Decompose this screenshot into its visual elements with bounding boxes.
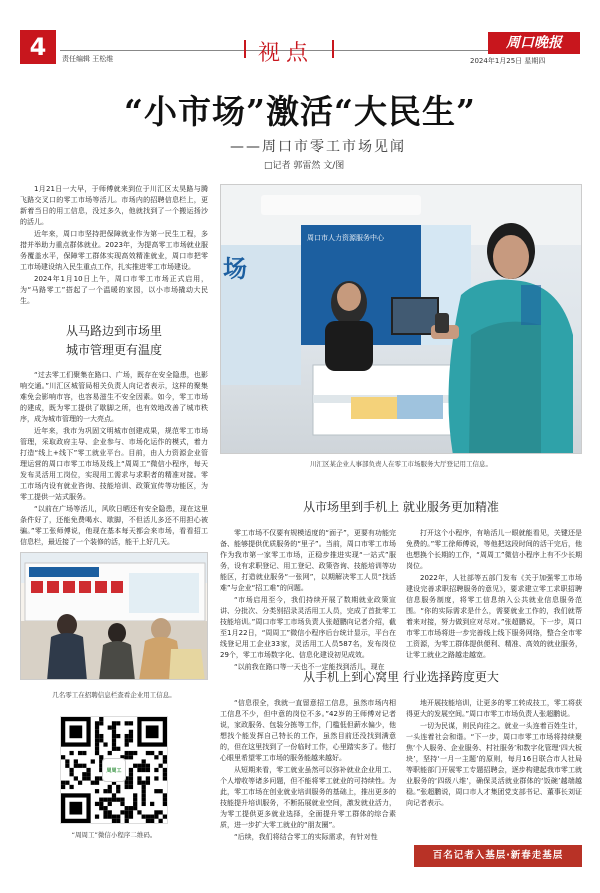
main-photo <box>220 184 582 454</box>
footer-banner: 百名记者入基层·新春走基层 <box>414 845 582 867</box>
section3-paragraph: “后续，我们将结合零工的实际需求，有针对性 <box>234 833 378 841</box>
page-header <box>0 0 600 66</box>
section3-paragraph: 一切为民谋，则民向往之。就业一头连着百姓生计，一头连着社会和谐。“下一步，周口市零工市场将持续聚焦‘个人服务、企业服务、村社服务’和数字化管理‘四大板块’，坚持‘一月一主题’的原则，每月16日联合市人社局等职能部门开展零工专题招聘会，逐步构建起我市零工就业服务的‘四级八维’，确保灵活就业群体的‘饭碗’越端越稳。”张超鹏说，周口市人才集团党支部书记、董事长刘证向记者表示。 <box>406 722 582 807</box>
section2-paragraph: 2022年，人社部等五部门发布《关于加强零工市场建设完善求职招聘服务的意见》，要求建立零工求职招聘信息服务制度，将零工信息纳入公共就业信息服务范围。“你的实际需求是什么，需要就业工作的，我们就帮着来对接，努力做到应对尽对。”张超鹏说，下一步，周口市零工市场将进一步完善线上线下服务网络，整合全市零工资源，为零工群体提供便利、精准、高效的就业服务，让零工就业之路越走越宽。 <box>406 574 582 659</box>
left-photo-caption: 几名零工在招聘信息栏查看企业用工信息。 <box>52 691 176 699</box>
section3-paragraph: 从短期来看，零工就业虽然可以弥补就业企业用工、个人增收等诸多问题，但不能将零工就业的可持续性。为此，零工市场在创业就业培训服务的基础上，推出更多的技能提升培训服务，不断拓展就业空间，激发就业活力，为零工提供更多就业选择，全面提升零工群体的综合素质，进一步扩大零工就业的“朋友圈”。 <box>220 766 396 829</box>
main-photo-illustration <box>221 185 582 454</box>
newspaper-brand: 周口晚报 <box>488 32 580 54</box>
main-photo-caption: 川汇区某企业人事部负责人在零工市场服务大厅登记用工信息。 <box>310 460 492 468</box>
section-bar-right <box>332 40 334 58</box>
section2-paragraph: “市场启用至今，我们持续开展了数期就业政策宣讲、分批次、分类别招录灵活用工人员，完成了首批零工技能培训。”周口市零工市场负责人张超鹏向记者介绍，截至1月22日，“周周工”微信小程序后台统计显示，平台在线登记用工企业33家，灵活用工人员587名，发布岗位29个，零工市场数字化、信息化建设初见成效。 <box>220 596 396 659</box>
section2-title: 从市场里到手机上 就业服务更加精准 <box>303 500 499 514</box>
section1-paragraph: “过去零工们聚集在路口、广场，既存在安全隐患，也影响交通。”川汇区城管局相关负责人向记者表示，这样的聚集难免会影响市容，也容易滋生不安全因素。如今，零工市场的建成，既为零工提供了歇脚之所，也有效地改善了城市秩序，成为城市管理的一大亮点。 <box>20 371 208 423</box>
intro-paragraph: 1月21日一大早，于师傅就来到位于川汇区太昊路与腾飞路交叉口的零工市场等活儿。市场内的招聘信息栏上，更新着当日的用工信息，没过多久，他就找到了一个搬运扬沙的活儿。 <box>20 185 208 226</box>
section2-col-b <box>406 528 582 662</box>
intro-paragraph: 2024年1月10日上午，周口市零工市场正式启用，为“马路零工”搭起了一个温暖的家园，以小市场撬动大民生。 <box>20 275 208 305</box>
section1-title <box>20 322 208 360</box>
subheadline: ——周口市零工市场见闻 <box>230 139 406 155</box>
issue-date: 2024年1月25日 星期四 <box>470 57 546 65</box>
section2-paragraph: 打开这个小程序，有啥活儿一眼就能看见，关键还是免费的。”零工徐师傅说，等他把这段时间的活干完后，他也想换个长期的工作，“周周工”微信小程序上有不少长期岗位。 <box>406 529 582 570</box>
section2-paragraph: 零工市场不仅要有规模适度的“面子”，更要有功能完备、能够提供优质服务的“里子”。当前，周口市零工市场作为我市第一家零工市场，正稳步推进实现“一站式”服务，设有求职登记、用工登记、政策咨询、技能培训等功能区，打造就业服务“一张网”，以期解决零工人员“找活难”与企业“招工难”的问题。 <box>220 529 396 592</box>
section2-col-a <box>220 528 396 674</box>
intro-text <box>20 184 208 308</box>
section3-title: 从手机上到心窝里 行业选择跨度更大 <box>303 670 499 684</box>
byline: □记者 郭雷然 文/图 <box>264 161 345 171</box>
section1-text <box>20 370 208 549</box>
section1-paragraph: “以前在广场等活儿，风吹日晒还有安全隐患，现在这里条件好了，还能免费喝水、歇脚，不但活儿多还不用担心被骗。”零工张师傅说，他现在基本每天都会来市场，看看招工信息栏，最近接了一个装修的活，能干上好几天。 <box>20 505 208 546</box>
section-name: 视点 <box>258 41 315 66</box>
intro-paragraph: 近年来，周口市坚持把保障就业作为第一民生工程，多措并举助力重点群体就业。2023年，为提高零工市场就业服务覆盖水平，保障零工群体实现高效精准就业，周口市把零工市场建设纳入民生重点工作，扎实推进零工市场建设。 <box>20 230 208 271</box>
page-number: 4 <box>20 30 56 64</box>
qr-badge <box>102 758 126 782</box>
qr-caption: “周周工”微信小程序二维码。 <box>71 831 157 839</box>
section3-paragraph: 地开展技能培训，让更多的零工转成技工，零工将获得更大的发展空间。”周口市零工市场负责人张超鹏说。 <box>406 699 582 718</box>
section1-paragraph: 近年来，我市为巩固文明城市创建成果，规范零工市场管理，采取政府主导、企业参与、市场化运作的模式，着力打造“线上+线下”零工就业平台。目前，由人力资源企业管理运营的周口市零工市场及线上“周周工”微信小程序，每天发布灵活用工岗位，实现用工需求与求职者的精准对接。零工市场内设有就业咨询、技能培训、政策宣传等功能区，为零工提供一站式服务。 <box>20 427 208 501</box>
section3-col-b <box>406 698 582 810</box>
section3-col-a <box>220 698 396 844</box>
section-bar-left <box>244 40 246 58</box>
left-photo-illustration <box>21 553 208 680</box>
headline: “小市场”激活“大民生” <box>124 92 476 131</box>
section3-paragraph: “信息很全，我就一直留意招工信息，虽然市场内相工信息不少，但中意的岗位不多。”42岁的王师傅对记者说，家政服务、包装分拣等工作，门槛低但薪水偏少，他想找个能发挥自己特长的工作，虽然目前还没找到满意的，但在这里找到了一份临时工作，心里踏实多了。他打心眼里希望零工市场的服务能越来越好。 <box>220 699 396 762</box>
section1-title-line1: 从马路边到市场里 <box>65 324 162 338</box>
editors-line: 责任编辑 王松维 <box>62 55 114 63</box>
left-photo <box>20 552 208 680</box>
photo-sign-char: 场 <box>223 255 247 283</box>
photo-sign-text: 周口市人力资源服务中心 <box>307 234 384 242</box>
qr-badge-label: 周周工 <box>106 767 122 774</box>
section1-title-line2: 城市管理更有温度 <box>65 343 162 357</box>
qr-code[interactable] <box>60 716 168 824</box>
section2-paragraph: “以前我在路口等一天也不一定能找到活儿，现在 <box>234 663 385 671</box>
